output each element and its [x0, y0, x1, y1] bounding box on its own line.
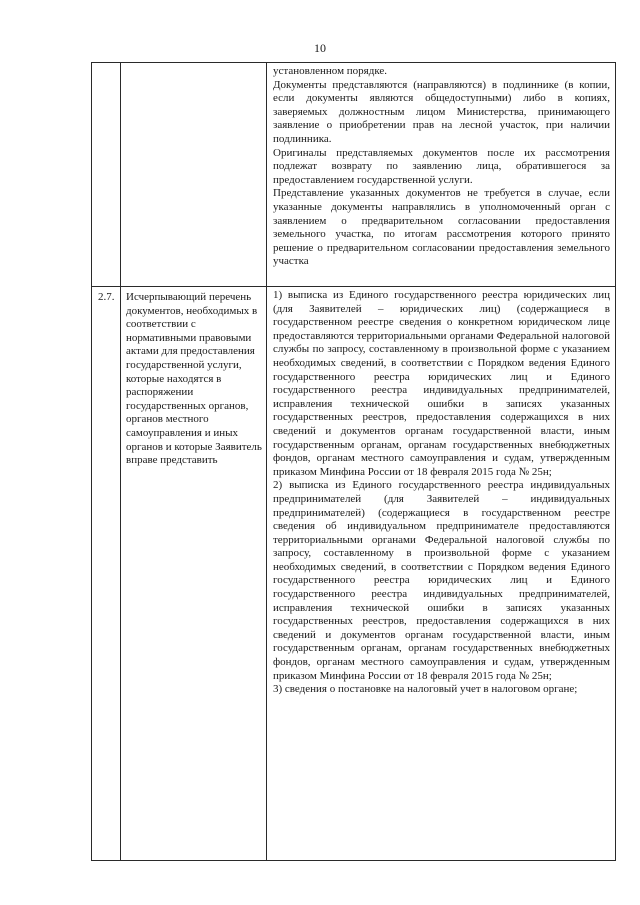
paragraph: Представление указанных документов не требуется в случае, если указанные документы направлялись в уполномоченный орган с заявлением о предварительном согласовании предоставления земельного участка, по итогам рассмотрения которого принято решение о предварительном согласовании предоставления земельного участка — [273, 187, 610, 268]
list-item: 3) сведения о постановке на налоговый учет в налоговом органе; — [273, 683, 578, 696]
description-cell — [267, 63, 616, 287]
document-table — [91, 62, 616, 861]
list-item: 2) выписка из Единого государственного реестра индивидуальных предпринимателей (для Заявителей – индивидуальных предпринимателей) (содержащиеся в государственном реестре сведения об индивидуальном предпринимателе предоставляются территориальными органами Федеральной налоговой службы по запросу, составленному в произвольной форме с указанием необходимых сведений, в соответствии с Порядком ведения Единого государственного реестра юридических лиц и Единого государственного реестра индивидуальных предпринимателей, исправления технической ошибки в записях указанных государственных реестров, предоставления содержащихся в них сведений и документов органам государственной власти, иным государственным органам, органам государственных внебюджетных фондов, органам местного самоуправления и судам, утвержденным приказом Минфина России от 18 февраля 2015 года № 25н; — [273, 479, 610, 682]
page-number: 10 — [314, 41, 326, 55]
table-row-continuation — [92, 63, 616, 287]
row-name: Исчерпывающий перечень документов, необходимых в соответствии с нормативными правовыми актами для предоставления государственной услуги, которые находятся в распоряжении государственных органов, органов местного самоуправления и иных органов и которые Заявитель вправе представить — [121, 287, 267, 861]
paragraph: установленном порядке. — [273, 65, 388, 77]
table-row-2-7 — [92, 287, 616, 861]
description-cell — [267, 287, 616, 861]
row-number: 2.7. — [92, 287, 121, 861]
name-cell-empty — [121, 63, 267, 287]
number-cell-empty — [92, 63, 121, 287]
list-item: 1) выписка из Единого государственного реестра юридических лиц (для Заявителей – юридических лиц) (содержащиеся в государственном реестре сведения о конкретном юридическом лице предоставляются территориальными органами Федеральной налоговой службы по запросу, составленному в произвольной форме с указанием необходимых сведений, в соответствии с Порядком ведения Единого государственного реестра юридических лиц и Единого государственного реестра индивидуальных предпринимателей, исправления технической ошибки в записях указанных государственных реестров, предоставления содержащихся в них сведений и документов органам государственной власти, иным государственным органам, органам государственных внебюджетных фондов, органам местного самоуправления и судам, утвержденным приказом Минфина России от 18 февраля 2015 года № 25н; — [273, 289, 610, 478]
paragraph: Документы представляются (направляются) в подлиннике (в копии, если документы являются общедоступными) либо в копиях, заверяемых должностным лицом Министерства, принимающего заявление о приобретении прав на лесной участок, при наличии подлинника. — [273, 78, 610, 145]
paragraph: Оригиналы представляемых документов после их рассмотрения подлежат возврату по заявлению лица, обратившегося за предоставлением государственной услуги. — [273, 146, 610, 186]
